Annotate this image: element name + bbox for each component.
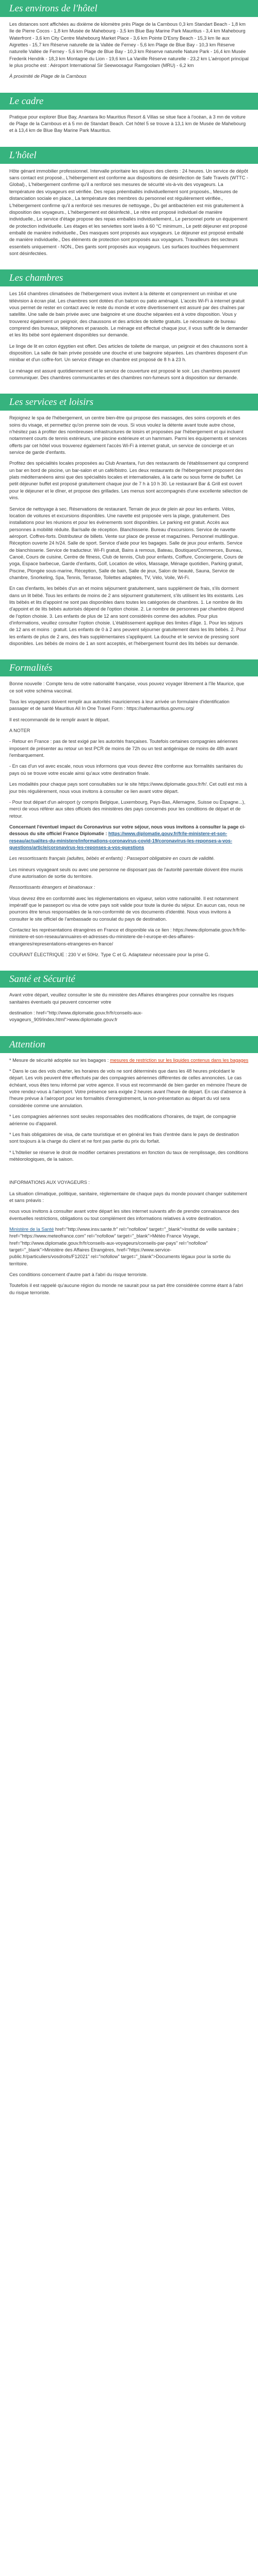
liquides-link[interactable]: mesures de restriction sur les liquides contenus dans les bagages	[110, 1057, 249, 1063]
formalites-p12: Ressortissants étrangers et binationaux :	[9, 885, 95, 890]
info-p3	[9, 1226, 249, 1267]
environs-nearby: À proximité de Plage de la Carnbous	[9, 74, 87, 79]
cadre-text: Pratique pour explorer Blue Bay, Anantara Iko Mauritius Resort & Villas se situe face à l'océan, à 3 mn de voiture de Plage de la Carnbous et à 5 mn de Standart Beach. Cet hôtel 5 se trouve à 13,1 km de Musée de Mahebourg et à 13,4 km de Blue Bay Marine Park Mauritius.	[9, 114, 246, 133]
sante-p1: Avant votre départ, veuillez consulter le site du ministère des Affaires étrangères pour connaître les risques sanitaires éventuels qui peuvent concerner votre	[9, 992, 234, 1005]
formalites-p2: Tous les voyageurs doivent remplir aux autorités mauriciennes à leur arrivée un formulaire d'identification passager et de santé Mauritius All In One Travel Form : https://safemauritius.govmu.org/	[9, 699, 230, 711]
section-formalites	[0, 659, 258, 965]
formalites-p15: COURANT ÉLECTRIQUE : 230 V et 50Hz. Type C et G. Adaptateur nécessaire pour la prise G.	[9, 952, 210, 958]
attention-p5: * L'hôtelier se réserve le droit de modifier certaines prestations en fonction du taux de remplissage, des conditions météorologiques, de la saison.	[9, 1149, 248, 1162]
section-cadre	[0, 93, 258, 142]
info-p2: nous vous invitons à consulter avant votre départ les sites internet suivants afin de prendre connaissance des éventuelles restrictions, obligations ou tout complément des informations relatives à votre destination.	[9, 1209, 239, 1221]
section-info-voyageurs	[0, 1175, 258, 1303]
attention-p2: * Dans le cas des vols charter, les horaires de vols ne sont déterminés que dans les 48 heures précédant le départ. Les vols peuvent être effectués par des compagnies aériennes différentes de celles annoncées. Le cas échéant, vous êtes tenu informé par votre agence. Il vous est recommandé de bien garder en mémoire l'heure de votre rendez-vous à l'aéroport. Votre présence sera exigée 2 heures avant l'heure de départ. En cas d'absence à l'heure prévue à l'aéroport pour les formalités d'enregistrement, la non-présentation au départ du vol sera considérée comme une annulation.	[9, 1069, 247, 1108]
section-title: Les environs de l'hôtel	[0, 0, 258, 17]
formalites-p10: Les ressortissants français (adultes, bébés et enfants) : Passeport obligatoire en cours de validité.	[9, 856, 215, 861]
diplomatie-covid-link[interactable]: https://www.diplomatie.gouv.fr/fr/le-ministere-et-son-reseau/actualites-du-ministere/informations-coronavirus-covid-19/coronavirus-les-reponses-a-vos-questions/article/coronavirus-les-reponses-a-vos-questions	[9, 831, 232, 850]
formalites-p13: Vous devrez être en conformité avec les réglementations en vigueur, selon votre nationalité. Il est notamment impératif que le passeport ou visa de votre pays soit valide pour toute la durée du séjour. En aucun cas, nous ne pourrons être tenus responsables de la non-conformité de vos documents d'identité. Nous vous invitons à consulter le site officiel de l'ambassade ou consulat du pays de destination.	[9, 895, 245, 922]
section-title: Attention	[0, 1036, 258, 1053]
formalites-p6: - En cas d'un vol avec escale, nous vous informons que vous devrez être conforme aux formalités sanitaires du pays où se trouve votre escale ainsi qu'aux votre destination finale.	[9, 764, 243, 776]
formalites-p3: Il est recommandé de le remplir avant le départ.	[9, 717, 110, 722]
info-p4: Ces conditions concernent d'autre part à l'abri du risque terroriste.	[9, 1272, 148, 1277]
formalites-covid-text: Concernant l'éventuel impact du Coronavirus sur votre séjour, nous vous invitons à consulter la page ci-dessous du site officiel France Diplomatie :	[9, 824, 246, 837]
section-title: Santé et Sécurité	[0, 971, 258, 988]
info-title: INFORMATIONS AUX VOYAGEURS :	[9, 1180, 90, 1185]
services-restaurants: Profitez des spécialités locales proposées au Club Anantara, l'un des restaurants de l'établissement qui comprend un bar en bord de piscine, un bar-salon et un café/bistro. Les deux restaurants de l'hébergement proposent des plats méditerranéens ainsi que des spécialités locales et internationales, à la carte ou sous forme de buffet. Le petit déjeuner buffet est proposé gratuitement chaque jour de 7 h à 10 h 30. Le restaurant Bar & Grill est ouvert pour le déjeuner et le dîner, et propose des grillades. Les menus sont accompagnés d'une excellente sélection de vins.	[9, 461, 249, 501]
section-title: Le cadre	[0, 93, 258, 110]
section-services	[0, 394, 258, 654]
section-chambres	[0, 269, 258, 388]
info-p1: La situation climatique, politique, sanitaire, réglementaire de chaque pays du monde pouvant changer subitement et sans préavis :	[9, 1191, 247, 1203]
chambres-text-3: Le ménage est assuré quotidiennement et le service de couverture est proposé le soir. Les chambres peuvent communiquer. Des chambres communicantes et des chambres non-fumeurs sont à disposition sur demande.	[9, 368, 240, 381]
section-sante	[0, 971, 258, 1030]
ministere-sante-link[interactable]: Ministère de la Santé	[9, 1226, 54, 1232]
chambres-text-2: Le linge de lit en coton égyptien est offert. Des articles de toilette de marque, un peignoir et des chaussons sont à disposition. La salle de bain privée possède une douche et une baignoire séparées. Les chambres disposent d'un minibar et d'un coffre-fort. Un service d'étage en chambre est proposé de 8 h à 23 h.	[9, 343, 248, 363]
info-p3-text: href="http://www.insv.sante.fr" rel="nofollow" target="_blank">Institut de veille sanitaire ; href="https://www.meteofrance.com" rel="nofollow" target="_blank">Météo France Voyage, href="http://www.diplomatie.gouv.fr/fr/conseils-aux-voyageurs/conseils-par-pays" rel="nofollow" target="_blank">Ministère des Affaires Etrangères, href="https://www.service-public.fr/particuliers/vosdroits/F12021" rel="nofollow" target="_blank">Documents légaux pour la sortie du territoire.	[9, 1226, 239, 1266]
attention-p4: * Les frais obligatoires de visa, de carte touristique et en général les frais d'entrée dans le pays de destination sont toujours à la charge du client et ne font pas partie du prix du forfait.	[9, 1131, 239, 1144]
formalites-p8: - Pour tout départ d'un aéroport (y compris Belgique, Luxembourg, Pays-Bas, Allemagne, Suisse ou Espagne...), merci de vous référer aux sites officiels des ministères des pays concernés pour les conditions de départ et de retour.	[9, 799, 246, 819]
environs-distances: Les distances sont affichées au dixième de kilomètre près Plage de la Carnbous 0,3 km Standart Beach - 1,8 km Ile de Pierre Cocos - 1,8 km Musée de Mahebourg - 3,5 km Blue Bay Marine Park Mauritius - 3,4 km Mahebourg Waterfront - 3,6 km City Centre Mahebourg Market Place - 3,6 km Pointe D'Esny Beach - 15,3 km Ile aux Aigrettes - 15,7 km Réserve naturelle de la Vallée de Ferney - 5,6 km Plage de Blue Bay - 10,3 km Réserve naturelle Vallée de Ferney - 5,6 km Plage de Blue Bay - 10,3 km Réserve naturelle Nature Park - 16,4 km Musée Frederik Hendrik - 18,3 km Montagne du Lion - 19,6 km La Vanille Réserve naturelle - 23,2 km L'aéroport principal le plus proche est : Aéroport International Sir Seewoosagur Ramgoolam (MRU) - 6,2 km	[9, 22, 249, 69]
section-title: L'hôtel	[0, 147, 258, 164]
chambres-text: Les 164 chambres climatisées de l'hébergement vous invitent à la détente et comprennent un minibar et une télévision à écran plat. Les chambres sont dotées d'un balcon ou patio aménagé. L'accès Wi-Fi à internet gratuit vous permet de rester en contact avec le reste du monde et votre divertissement est assuré par des chaînes par satellite. Une salle de bain privée avec une baignoire et une douche séparées est à votre disposition. Vous y trouverez également un peignoir, des chaussons et des articles de toilette gratuits. Le nécessaire de bureau comprend des bureaux, téléphones et parasols. Le ménage est effectué chaque jour, il vous suffit de le demander et les lits bébé sont également disponibles sur demande.	[9, 291, 248, 338]
formalites-covid	[9, 824, 249, 851]
formalites-p14: Contactez les représentations étrangères en France et disponible via ce lien : https://www.diplomatie.gouv.fr/fr/le-ministere-et-son-reseau/annuaires-et-adresses-du-ministere-de-l-europe-et-des-affaires-etrangeres/representations-etrangeres-en-france/	[9, 927, 247, 946]
attention-p3: * Les compagnies aériennes sont seules responsables des modifications d'horaires, de trajet, de compagnie aérienne ou d'appareil.	[9, 1114, 236, 1126]
section-title: Les services et loisirs	[0, 394, 258, 411]
section-title: Les chambres	[0, 269, 258, 286]
services-spa: Rejoignez le spa de l'hébergement, un centre bien-être qui propose des massages, des soins corporels et des soins du visage, et permettez qu'on prenne soin de vous. Si vous voulez la détente avant toute autre chose, n'hésitez pas à profiter des nombreuses infrastructures de loisirs et proposées par l'hébergement et qui incluent notamment courts de tennis extérieurs, une piscine extérieure et un hammam. Parmi les équipements et services offerts par cet hôtel vous trouverez également l'accès Wi-Fi à internet gratuit, un service de concierge et un service de garde d'enfants.	[9, 415, 247, 455]
formalites-p5: - Retour en France : pas de test exigé par les autorités françaises. Toutefois certaines compagnies aériennes imposent de présenter au retour un test PCR de moins de 72h ou un test antigénique de moins de 48h avant l'embarquement.	[9, 739, 238, 758]
formalites-p4: A NOTER	[9, 728, 30, 734]
services-enfants: En cas d'enfants, les bébés d'un an et moins séjournent gratuitement, sans supplément de frais, s'ils dorment dans un lit bébé. Tous les enfants de moins de 2 ans séjournent gratuitement, s'ils utilisent les lits existants. Les lits bébés et lits d'appoint ne sont pas disponibles dans toutes les catégories de chambres. 1. Le nombre de lits d'appoint et de lits bébés autorisés dépend de l'option choisie. 2. Le nombre de personnes par chambre dépend de l'option choisie. 3. Les enfants de plus de 12 ans sont considérés comme des adultes. Pour plus d'informations, veuillez consulter l'option choisie. L'établissement applique des limites d'âge. 1. Pour les séjours de 12 ans et moins : gratuit. Les enfants de 0 à 2 ans peuvent séjourner gratuitement dans les lits bébés. 2. Pour les enfants de plus de 2 ans, des frais supplémentaires s'appliquent. La douche et le service de pressing sont disponibles. Les bébés de moins de 1 an sont acceptés, et l'hébergement fournit des lits bébés sur demande.	[9, 586, 247, 647]
formalites-p11: Les mineurs voyageant seuls ou avec une personne ne disposant pas de l'autorité parentale doivent être munis d'une autorisation de sortie du territoire.	[9, 867, 243, 879]
hotel-text: Hôte génant immobilier professionnel. Intervalle prioritaire les séjours des clients : 24 heures. Un service de dépôt sans contact est proposé., L'hébergement est conforme aux dispositions de désinfection de Safe Travels (WTTC - Global)., L'hébergement confirme qu'il a renforcé ses mesures de sécurité vis-à-vis des voyageurs. La température des voyageurs est vérifiée. Des repas préemballés individuellement sont proposés., Mesures de distanciation sociale en place., La température des membres du personnel est régulièrement vérifiée., L'hébergement confirme qu'il a renforcé ses mesures de nettoyage., Du gel antibactérien est mis gratuitement à disposition des voyageurs., L'hébergement est désinfecté., Le rétre est proposé individuel de manière individuelle., Le service d'étage propose des repas emballés individuellement., Le personnel porte un équipement de protection individuelle. Les étages et les serviettes sont lavés à 60 °C minimum., Le petit déjeuner est proposé emballé de manière individuelle., Des masques sont proposés aux voyageurs. Le déjeuner est proposé emballé de manière individuelle., Des éléments de protection sont proposés aux voyageurs. Travailleurs des secteurs essentiels uniquement - NON., Des gants sont proposés aux voyageurs. Les surfaces touchées fréquemment sont désinfectées.	[9, 168, 248, 256]
section-attention	[0, 1036, 258, 1170]
section-hotel	[0, 147, 258, 264]
attention-p1-text: * Mesure de sécurité adoptée sur les bagages :	[9, 1057, 110, 1063]
formalites-p7: Les modalités pour chaque pays sont consultables sur le site https://www.diplomatie.gouv.fr/fr/. Cet outil est mis à jour très régulièrement, nous vous invitons à consulter ce lien avant votre départ.	[9, 782, 247, 794]
attention-p1	[9, 1057, 249, 1064]
section-environs	[0, 0, 258, 88]
formalites-p1: Bonne nouvelle : Compte tenu de votre nationalité française, vous pouvez voyager librement à l'île Maurice, que ce soit votre schéma vaccinal.	[9, 681, 245, 693]
services-list: Service de nettoyage à sec. Réservations de restaurant. Terrain de jeux de plein air pour les enfants. Vélos, location de voitures et excursions disponibles. Une navette est proposée vers la plage, gratuitement. Des installations pour les réunions et pour les événements sont disponibles. Le parking est gratuit. Accès aux personnes à mobilité réduite. Bar/salle de réception. Blanchisserie. Bureau d'excursions. Service de navette aéroport. Coffres-forts. Distributeur de billets. Vente sur place de presse et magazines. Personnel multilingue. Réception ouverte 24 h/24. Salle de sport. Service d'aide pour les bagages. Salle de jeux pour enfants. Service de blanchisserie. Service de traducteur. Wi-Fi gratuit, Bains à remous, Bateau, Boutiques/Commerces, Bureau, Canoë, Cours de cuisine, Centre de fitness, Club de tennis, Club pour enfants, Coiffure, Conciergerie, Cours de yoga, Espace barbecue, Garde d'enfants, Golf, Location de vélos, Massage, Ménage quotidien, Parking gratuit, Piscine, Plongée sous-marine, Réception, Salle de bain, Salle de jeux, Salon de beauté, Sauna, Service de chambre, Snorkeling, Spa, Tennis, Terrasse, Toilettes adaptées, TV, Vélo, Voile, Wi-Fi.	[9, 506, 244, 580]
sante-p2: destination : href="http://www.diplomatie.gouv.fr/fr/conseils-aux-voyageurs_909/index.html">www.diplomatie.gouv.fr	[9, 1010, 143, 1023]
section-title: Formalités	[0, 659, 258, 676]
info-p5: Toutefois il est rappelé qu'aucune région du monde ne saurait pour sa part être considérée comme étant à l'abri du risque terroriste.	[9, 1283, 243, 1295]
